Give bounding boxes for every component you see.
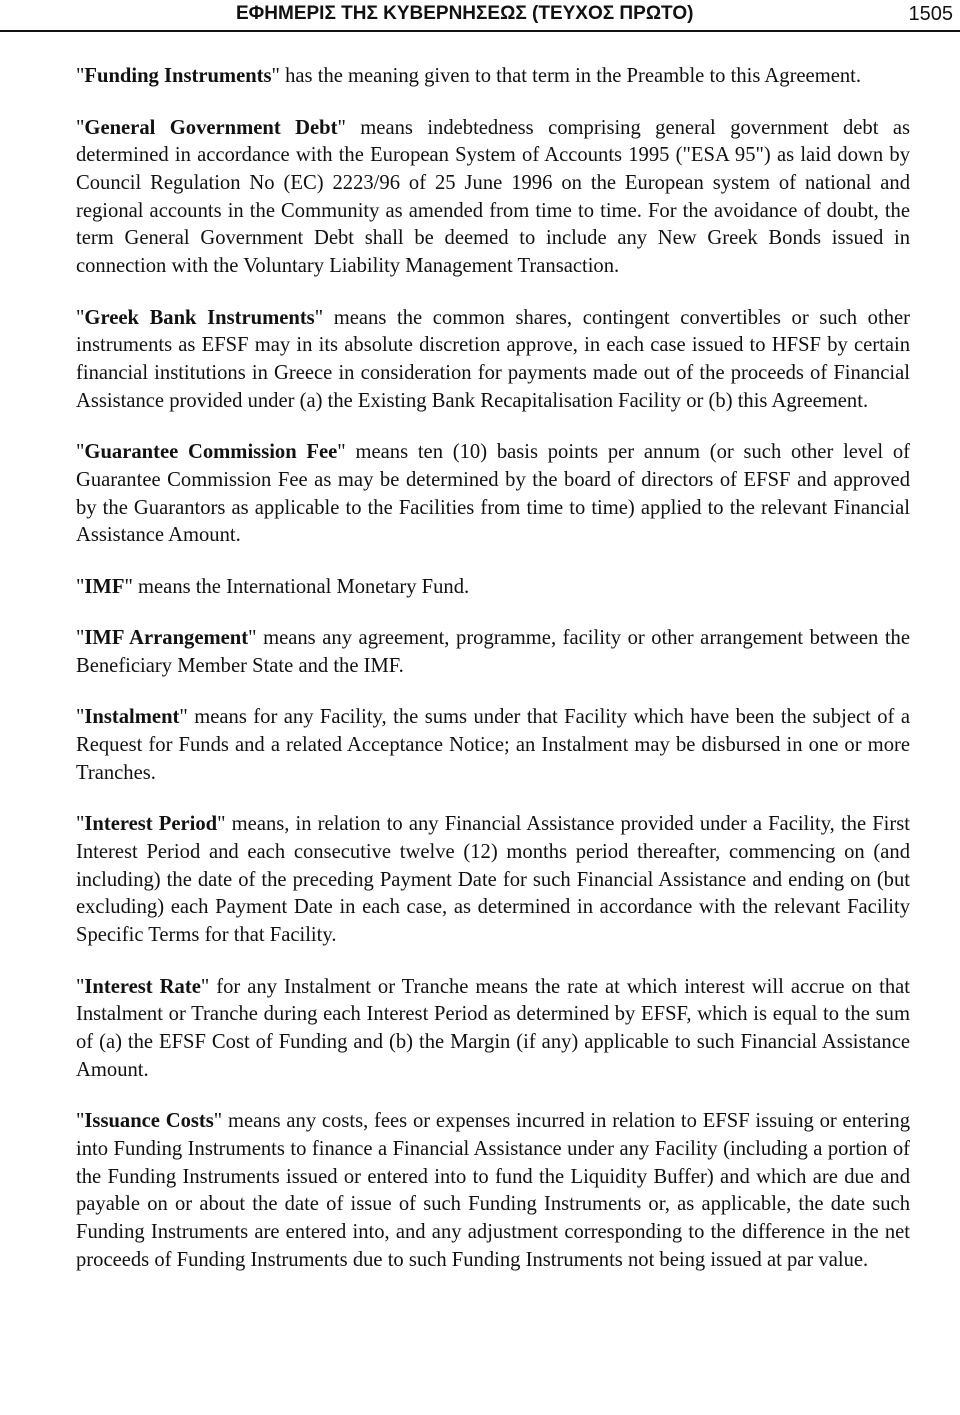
defined-term: Issuance Costs: [84, 1110, 214, 1133]
definition-text: has the meaning given to that term in the Preamble to this Agreement.: [279, 65, 862, 87]
definition-paragraph: "Interest Period" means, in relation to any Financial Assistance provided under a Facility, the First Interest Period and each consecutive twelve (12) months period thereafter, commencing on (and including) the date of the preceding Payment Date for such Financial Assistance and ending on (but excluding) each Payment Date in each case, as determined in accordance with the relevant Facility Specific Terms for that Facility.: [76, 813, 910, 947]
definition-paragraph: "Guarantee Commission Fee" means ten (10) basis points per annum (or such other level of Guarantee Commission Fee as may be determined by the board of directors of EFSF and approved by the Guarantors as applicable to the Facilities from time to time) applied to the relevant Financial Assistance Amount.: [76, 441, 910, 547]
definition-text: for any Instalment or Tranche means the rate at which interest will accrue on that Instalment or Tranche during each Interest Period as determined by EFSF, which is equal to the sum of (a) the EFSF Cost of Funding and (b) the Margin (if any) applicable to such Financial Assistance Amount.: [76, 975, 910, 1081]
definitions-body: [76, 63, 910, 1298]
definition-text: means for any Facility, the sums under that Facility which have been the subject of a Request for Funds and a related Acceptance Notice; an Instalment may be disbursed in one or more Tranches.: [76, 706, 910, 784]
definition-text: means ten (10) basis points per annum (or such other level of Guarantee Commission Fee as may be determined by the board of directors of EFSF and approved by the Guarantors as applicable to the Facilities from time to time) applied to the relevant Financial Assistance Amount.: [76, 441, 910, 547]
definition-paragraph: "Instalment" means for any Facility, the sums under that Facility which have been the subject of a Request for Funds and a related Acceptance Notice; an Instalment may be disbursed in one or more Tranches.: [76, 706, 910, 784]
defined-term: Guarantee Commission Fee: [84, 441, 338, 464]
defined-term: Interest Period: [84, 813, 218, 836]
defined-term: Interest Rate: [84, 975, 201, 998]
gazette-title: ΕΦΗΜΕΡΙΣ ΤΗΣ ΚΥΒΕΡΝΗΣΕΩΣ (ΤΕΥΧΟΣ ΠΡΩΤΟ): [236, 3, 694, 24]
definition-text: means indebtedness comprising general government debt as determined in accordance with the European System of Accounts 1995 ("ESA 95") as laid down by Council Regulation No (EC) 2223/96 of 25 June 1996 on the European system of national and regional accounts in the Community as amended from time to time. For the avoidance of doubt, the term General Government Debt shall be deemed to include any New Greek Bonds issued in connection with the Voluntary Liability Management Transaction.: [76, 116, 910, 278]
definition-paragraph: "Greek Bank Instruments" means the common shares, contingent convertibles or such other instruments as EFSF may in its absolute discretion approve, in each case issued to HFSF by certain financial institutions in Greece in consideration for payments made out of the proceeds of Financial Assistance provided under (a) the Existing Bank Recapitalisation Facility or (b) this Agreement.: [76, 306, 910, 412]
definition-text: means the common shares, contingent convertibles or such other instruments as EFSF may in its absolute discretion approve, in each case issued to HFSF by certain financial institutions in Greece in consideration for payments made out of the proceeds of Financial Assistance provided under (a) the Existing Bank Recapitalisation Facility or (b) this Agreement.: [76, 306, 910, 412]
defined-term: General Government Debt: [84, 116, 338, 139]
definition-paragraph: "Issuance Costs" means any costs, fees or expenses incurred in relation to EFSF issuing or entering into Funding Instruments to finance a Financial Assistance under any Facility (including a portion of the Funding Instruments issued or entered into to fund the Liquidity Buffer) and which are due and payable on or about the date of issue of such Funding Instruments or, as applicable, the date such Funding Instruments are entered into, and any adjustment corresponding to the difference in the net proceeds of Funding Instruments due to such Funding Instruments not being issued at par value.: [76, 1110, 910, 1271]
definition-text: means the International Monetary Fund.: [132, 575, 470, 598]
page-header: [0, 0, 960, 32]
definition-paragraph: "IMF Arrangement" means any agreement, programme, facility or other arrangement between the Beneficiary Member State and the IMF.: [76, 627, 910, 677]
definition-text: means any agreement, programme, facility or other arrangement between the Beneficiary Member State and the IMF.: [76, 627, 910, 677]
definition-paragraph: "IMF" means the International Monetary Fund.: [76, 575, 470, 598]
defined-term: Greek Bank Instruments: [84, 306, 315, 329]
definition-paragraph: "Funding Instruments" has the meaning given to that term in the Preamble to this Agreement.: [76, 65, 862, 87]
definition-text: means, in relation to any Financial Assistance provided under a Facility, the First Interest Period and each consecutive twelve (12) months period thereafter, commencing on (and including) the date of the preceding Payment Date for such Financial Assistance and ending on (but excluding) each Payment Date in each case, as determined in accordance with the relevant Facility Specific Terms for that Facility.: [76, 813, 910, 947]
defined-term: IMF Arrangement: [84, 627, 249, 650]
defined-term: IMF: [84, 575, 125, 598]
definition-text: means any costs, fees or expenses incurred in relation to EFSF issuing or entering into Funding Instruments to finance a Financial Assistance under any Facility (including a portion of the Funding Instruments issued or entered into to fund the Liquidity Buffer) and which are due and payable on or about the date of issue of such Funding Instruments or, as applicable, the date such Funding Instruments are entered into, and any adjustment corresponding to the difference in the net proceeds of Funding Instruments due to such Funding Instruments not being issued at par value.: [76, 1110, 910, 1271]
defined-term: Funding Instruments: [84, 65, 272, 87]
page-number: 1505: [908, 3, 953, 25]
definition-paragraph: "General Government Debt" means indebtedness comprising general government debt as determined in accordance with the European System of Accounts 1995 ("ESA 95") as laid down by Council Regulation No (EC) 2223/96 of 25 June 1996 on the European system of national and regional accounts in the Community as amended from time to time. For the avoidance of doubt, the term General Government Debt shall be deemed to include any New Greek Bonds issued in connection with the Voluntary Liability Management Transaction.: [76, 116, 910, 278]
defined-term: Instalment: [84, 706, 180, 729]
definition-paragraph: "Interest Rate" for any Instalment or Tranche means the rate at which interest will accrue on that Instalment or Tranche during each Interest Period as determined by EFSF, which is equal to the sum of (a) the EFSF Cost of Funding and (b) the Margin (if any) applicable to such Financial Assistance Amount.: [76, 975, 910, 1081]
